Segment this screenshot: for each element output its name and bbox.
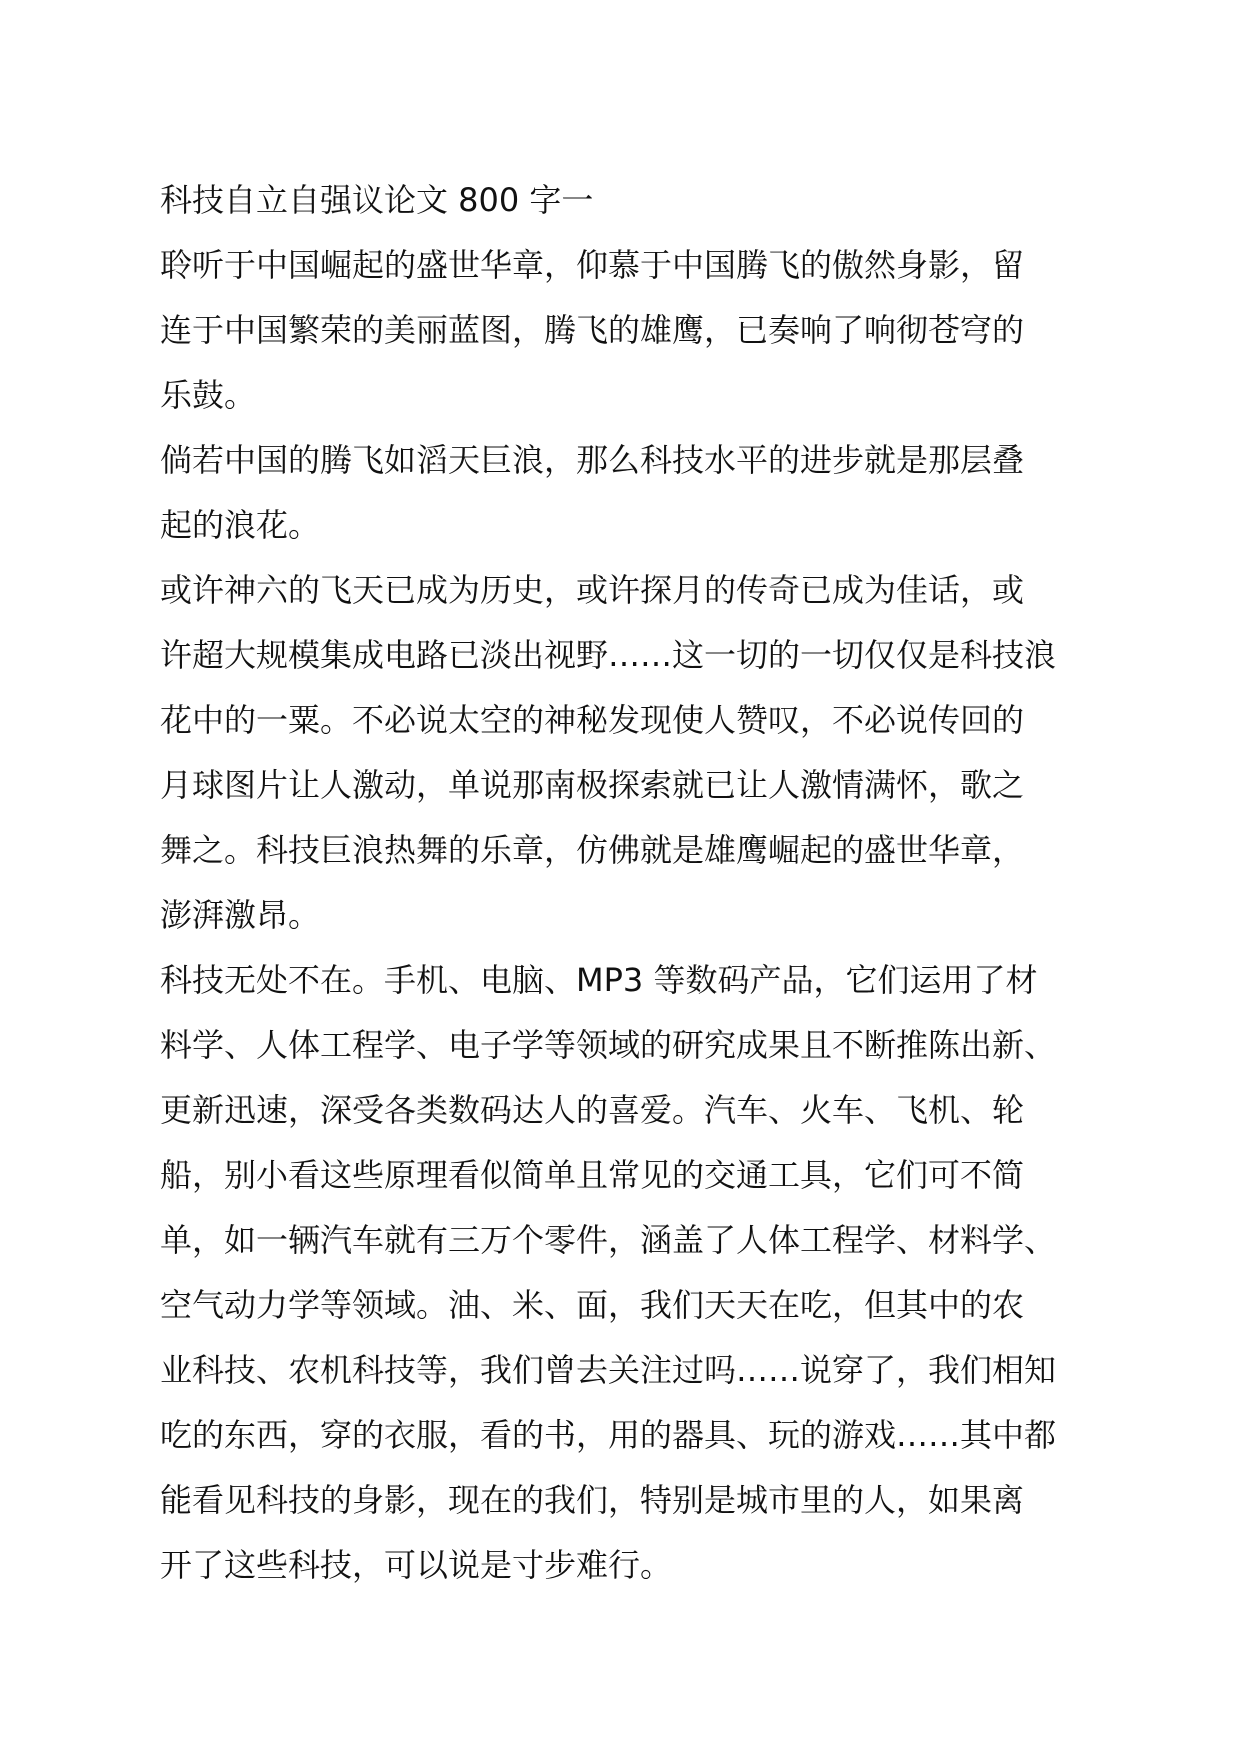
text-line: 料学、人体工程学、电子学等领域的研究成果且不断推陈出新、 [160,1026,1057,1064]
text-line: 舞之。科技巨浪热舞的乐章，仿佛就是雄鹰崛起的盛世华章， [160,831,1025,869]
text-line: 更新迅速，深受各类数码达人的喜爱。汽车、火车、飞机、轮 [160,1091,1025,1129]
text-line: 倘若中国的腾飞如滔天巨浪，那么科技水平的进步就是那层叠 [160,441,1025,479]
text-line: 科技无处不在。手机、电脑、MP3 等数码产品，它们运用了材 [160,961,1038,999]
text-line: 开了这些科技，可以说是寸步难行。 [160,1546,673,1584]
text-line: 聆听于中国崛起的盛世华章，仰慕于中国腾飞的傲然身影，留 [160,246,1025,284]
text-line: 许超大规模集成电路已淡出视野……这一切的一切仅仅是科技浪 [160,636,1057,674]
text-line: 乐鼓。 [160,376,257,414]
text-line: 月球图片让人激动，单说那南极探索就已让人激情满怀，歌之 [160,766,1025,804]
text-line: 起的浪花。 [160,506,321,544]
text-line: 花中的一粟。不必说太空的神秘发现使人赞叹，不必说传回的 [160,701,1025,739]
text-line: 或许神六的飞天已成为历史，或许探月的传奇已成为佳话，或 [160,571,1025,609]
text-line: 业科技、农机科技等，我们曾去关注过吗……说穿了，我们相知 [160,1351,1057,1389]
text-line: 船，别小看这些原理看似简单且常见的交通工具，它们可不简 [160,1156,1025,1194]
text-line: 空气动力学等领域。油、米、面，我们天天在吃，但其中的农 [160,1286,1025,1324]
text-line: 能看见科技的身影，现在的我们，特别是城市里的人，如果离 [160,1481,1025,1519]
text-line: 连于中国繁荣的美丽蓝图，腾飞的雄鹰，已奏响了响彻苍穹的 [160,311,1025,349]
document-title: 科技自立自强议论文 800 字一 [160,181,594,219]
text-line: 单，如一辆汽车就有三万个零件，涵盖了人体工程学、材料学、 [160,1221,1057,1259]
text-line: 吃的东西，穿的衣服，看的书，用的器具、玩的游戏……其中都 [160,1416,1057,1454]
document-body [160,168,1132,1598]
text-line: 澎湃激昂。 [160,896,321,934]
